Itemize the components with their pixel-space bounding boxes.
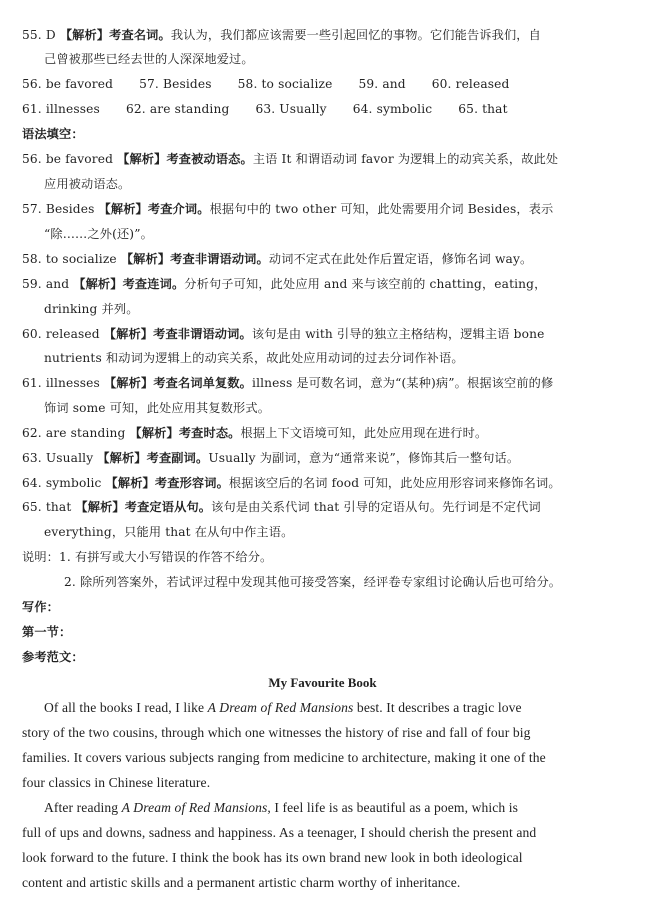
answers-row-2 [22,101,631,117]
answer-59: 59. and [358,77,406,91]
answer-65: 65. that [458,102,508,116]
explanation-63-line1: 63. Usually 【解析】考查副词。Usually 为副词，意为“通常来说”，修饰其后一整句话。 [22,451,520,465]
essay-p2-line3: look forward to the future. I think the book has its own brand new look in both ideological [22,850,523,865]
answer-60: 60. released [431,77,510,91]
answer-64: 64. symbolic [352,102,433,116]
answer-62: 62. are standing [125,102,230,116]
essay-p1-line3: families. It covers various subjects ranging from medicine to architecture, making it one of the [22,750,546,765]
note-1: 说明：1. 有拼写或大小写错误的作答不给分。 [22,550,273,564]
essay-p2-line1: After reading A Dream of Red Mansions, I feel life is as beautiful as a poem, which is [44,800,519,815]
explanation-57-line2: “除……之外(还)”。 [44,227,153,241]
writing-heading: 写作： [22,600,60,614]
answer-61: 61. illnesses [22,102,100,116]
explanation-57-line1: 57. Besides 【解析】考查介词。根据句中的 two other 可知，此处需要用介词 Besides，表示 [22,202,554,216]
grammar-heading: 语法填空： [22,127,84,141]
essay-title: My Favourite Book [268,675,377,690]
essay-p1-line4: four classics in Chinese literature. [22,775,211,790]
answer-56: 56. be favored [22,77,114,91]
explanation-65-line1: 65. that 【解析】考查定语从句。该句是由关系代词 that 引导的定语从句。先行词是不定代词 [22,500,541,514]
essay-p1-line2: story of the two cousins, through which one witnesses the history of rise and fall of four big [22,725,531,740]
explanation-60-line2: nutrients 和动词为逻辑上的动宾关系，故此处应用动词的过去分词作补语。 [44,351,464,365]
essay-p2-line4: content and artistic skills and a permanent artistic charm worthy of inheritance. [22,875,461,890]
explanation-61-line1: 61. illnesses 【解析】考查名词单复数。illness 是可数名词，意为“(某种)病”。根据该空前的修 [22,376,554,390]
explanation-59-line2: drinking 并列。 [44,302,139,316]
essay-p2-line2: full of ups and downs, sadness and happiness. As a teenager, I should cherish the present and [22,825,537,840]
section-heading: 第一节： [22,625,72,639]
answer-57: 57. Besides [139,77,212,91]
answer-58: 58. to socialize [237,77,333,91]
q55-explanation-line1: 55. D 【解析】考查名词。我认为，我们都应该需要一些引起回忆的事物。它们能告诉我们，自 [22,28,541,42]
essay-p1-line1: Of all the books I read, I like A Dream of Red Mansions best. It describes a tragic love [44,700,522,715]
answer-63: 63. Usually [255,102,327,116]
explanation-58-line1: 58. to socialize 【解析】考查非谓语动词。动词不定式在此处作后置定语，修饰名词 way。 [22,252,533,266]
explanation-65-line2: everything，只能用 that 在从句中作主语。 [44,525,294,539]
q55-explanation-line2: 己曾被那些已经去世的人深深地爱过。 [44,52,254,66]
sample-essay-heading: 参考范文： [22,650,84,664]
answers-row-1 [22,76,631,92]
explanation-61-line2: 饰词 some 可知，此处应用其复数形式。 [44,401,271,415]
explanation-64-line1: 64. symbolic 【解析】考查形容词。根据该空后的名词 food 可知，此处应用形容词来修饰名词。 [22,476,561,490]
explanation-59-line1: 59. and 【解析】考查连词。分析句子可知，此处应用 and 来与该空前的 chatting，eating， [22,277,547,291]
explanation-62-line1: 62. are standing 【解析】考查时态。根据上下文语境可知，此处应用现在进行时。 [22,426,488,440]
explanation-60-line1: 60. released 【解析】考查非谓语动词。该句是由 with 引导的独立主格结构，逻辑主语 bone [22,327,545,341]
explanation-56-line2: 应用被动语态。 [44,177,131,191]
explanation-56-line1: 56. be favored 【解析】考查被动语态。主语 It 和谓语动词 favor 为逻辑上的动宾关系，故此处 [22,152,559,166]
note-2: 2. 除所列答案外，若试评过程中发现其他可接受答案，经评卷专家组讨论确认后也可给分。 [64,575,562,589]
